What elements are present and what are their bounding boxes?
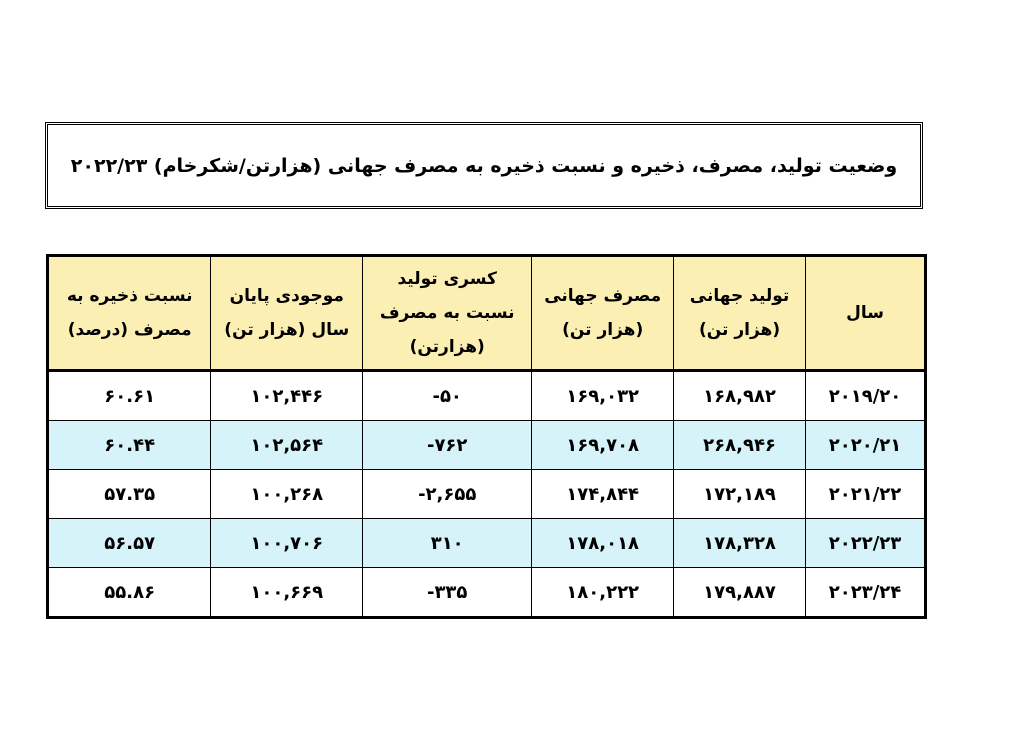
cell-consumption: ۱۸۰,۲۲۲ [532,568,674,618]
cell-stock-ratio: ۵۷.۳۵ [48,470,211,519]
cell-deficit: -۳۳۵ [363,568,532,618]
cell-production: ۱۶۸,۹۸۲ [674,371,806,421]
table-row [48,568,926,618]
cell-ending-stock: ۱۰۲,۵۶۴ [211,421,363,470]
cell-ending-stock: ۱۰۲,۴۴۶ [211,371,363,421]
cell-consumption: ۱۶۹,۰۳۲ [532,371,674,421]
cell-production: ۲۶۸,۹۴۶ [674,421,806,470]
table-header-row [48,256,926,371]
header-year: سال [806,256,926,371]
cell-ending-stock: ۱۰۰,۷۰۶ [211,519,363,568]
cell-deficit: -۵۰ [363,371,532,421]
cell-year: ۲۰۲۱/۲۲ [806,470,926,519]
table-row [48,421,926,470]
cell-stock-ratio: ۶۰.۴۴ [48,421,211,470]
cell-deficit: ۳۱۰ [363,519,532,568]
cell-year: ۲۰۲۲/۲۳ [806,519,926,568]
header-production: تولید جهانی (هزار تن) [674,256,806,371]
page-title: وضعیت تولید، مصرف، ذخیره و نسبت ذخیره به مصرف جهانی (هزارتن/شکرخام) ۲۰۲۲/۲۳ [70,154,898,177]
cell-production: ۱۷۲,۱۸۹ [674,470,806,519]
header-stock-ratio: نسبت ذخیره به مصرف (درصد) [48,256,211,371]
sugar-table [46,254,927,619]
cell-stock-ratio: ۶۰.۶۱ [48,371,211,421]
cell-consumption: ۱۷۸,۰۱۸ [532,519,674,568]
cell-deficit: -۲,۶۵۵ [363,470,532,519]
table-row [48,519,926,568]
cell-year: ۲۰۲۳/۲۴ [806,568,926,618]
cell-ending-stock: ۱۰۰,۲۶۸ [211,470,363,519]
cell-consumption: ۱۶۹,۷۰۸ [532,421,674,470]
table-row [48,371,926,421]
cell-stock-ratio: ۵۵.۸۶ [48,568,211,618]
header-deficit: کسری تولید نسبت به مصرف (هزارتن) [363,256,532,371]
cell-year: ۲۰۲۰/۲۱ [806,421,926,470]
header-consumption: مصرف جهانی (هزار تن) [532,256,674,371]
cell-production: ۱۷۹,۸۸۷ [674,568,806,618]
title-box [45,122,923,209]
cell-consumption: ۱۷۴,۸۴۴ [532,470,674,519]
cell-deficit: -۷۶۲ [363,421,532,470]
cell-year: ۲۰۱۹/۲۰ [806,371,926,421]
table-row [48,470,926,519]
cell-stock-ratio: ۵۶.۵۷ [48,519,211,568]
cell-ending-stock: ۱۰۰,۶۶۹ [211,568,363,618]
cell-production: ۱۷۸,۳۲۸ [674,519,806,568]
header-ending-stock: موجودی پایان سال (هزار تن) [211,256,363,371]
